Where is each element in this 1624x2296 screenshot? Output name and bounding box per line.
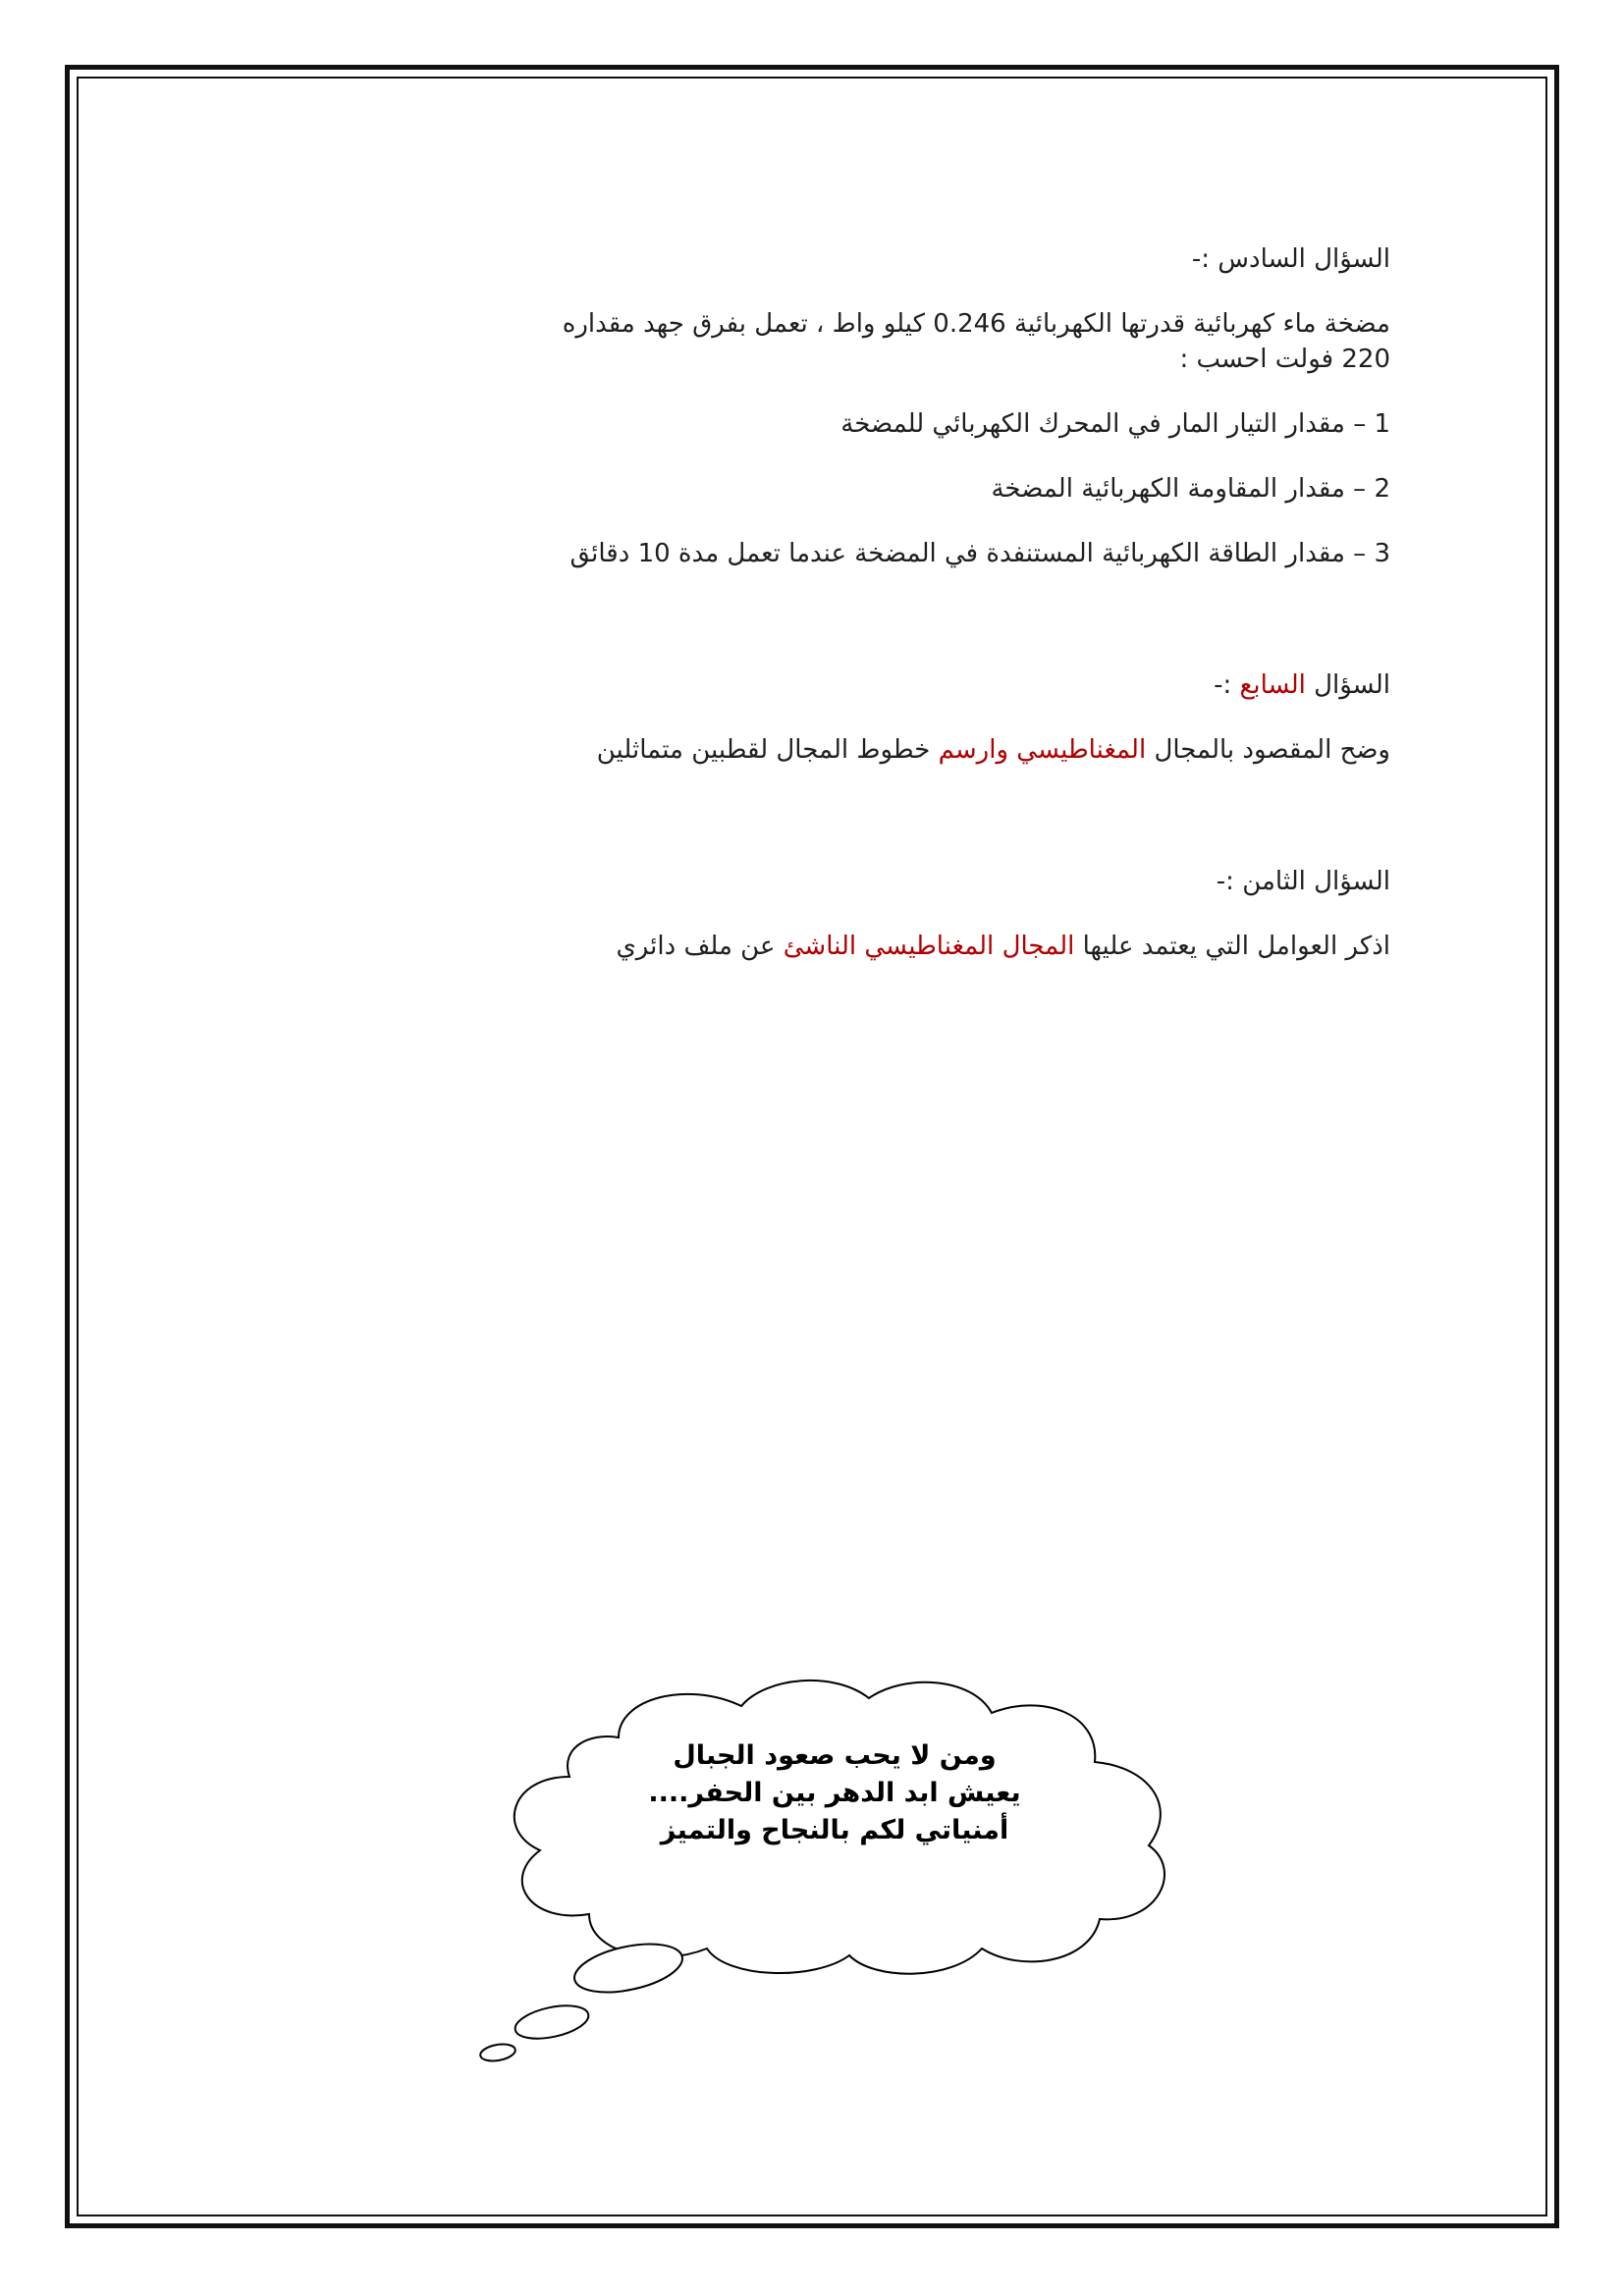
question-7-body-part-4: خطوط المجال لقطبين متماثلين [596, 735, 939, 765]
question-8-body-part-4: الناشئ [783, 932, 857, 961]
question-8-heading: السؤال الثامن :- [1216, 867, 1390, 896]
question-7-body-part-3: وارسم [938, 735, 1017, 765]
bubble-line-3: أمنياتي لكم بالنجاح والتميز [660, 1815, 1009, 1845]
question-7-body-part-1: وضح المقصود بالمجال [1146, 735, 1390, 765]
question-8-body-part-5: عن ملف دائري [616, 932, 784, 961]
question-8-body-part-2: المجال [1001, 932, 1075, 961]
question-6-item-1: 1 – مقدار التيار المار في المحرك الكهربائي للمضخة [840, 409, 1390, 439]
question-6-heading: السؤال السادس :- [1191, 244, 1390, 274]
question-8-body [373, 929, 1390, 964]
question-7-heading-suffix: :- [1214, 670, 1240, 700]
question-7-body [373, 732, 1390, 768]
bubble-quote [589, 1737, 1080, 1849]
bubble-line-1: ومن لا يحب صعود الجبال [673, 1740, 997, 1771]
question-6-item-2: 2 – مقدار المقاومة الكهربائية المضخة [991, 474, 1390, 504]
question-8-body-part-3: المغناطيسي [864, 932, 995, 961]
question-7-heading-text: السؤال [1305, 670, 1390, 700]
question-7-heading-number: السابع [1239, 670, 1306, 700]
bubble-line-2: يعيش ابد الدهر بين الحفر.... [648, 1778, 1021, 1808]
question-8-body-space-1 [994, 932, 1001, 961]
question-6-intro-line-1: مضخة ماء كهربائية قدرتها الكهربائية 0.246 كيلو واط ، تعمل بفرق جهد مقداره [562, 309, 1390, 339]
thought-bubble [471, 1669, 1218, 1983]
question-8-body-part-1: اذكر العوامل التي يعتمد عليها [1074, 932, 1390, 961]
question-6-intro-line-2: 220 فولت احسب : [1179, 345, 1390, 374]
document-body [373, 241, 1390, 993]
question-7-body-part-2: المغناطيسي [1016, 735, 1147, 765]
question-7-heading [373, 667, 1390, 703]
question-6-item-3: 3 – مقدار الطاقة الكهربائية المستنفدة في المضخة عندما تعمل مدة 10 دقائق [569, 539, 1390, 568]
